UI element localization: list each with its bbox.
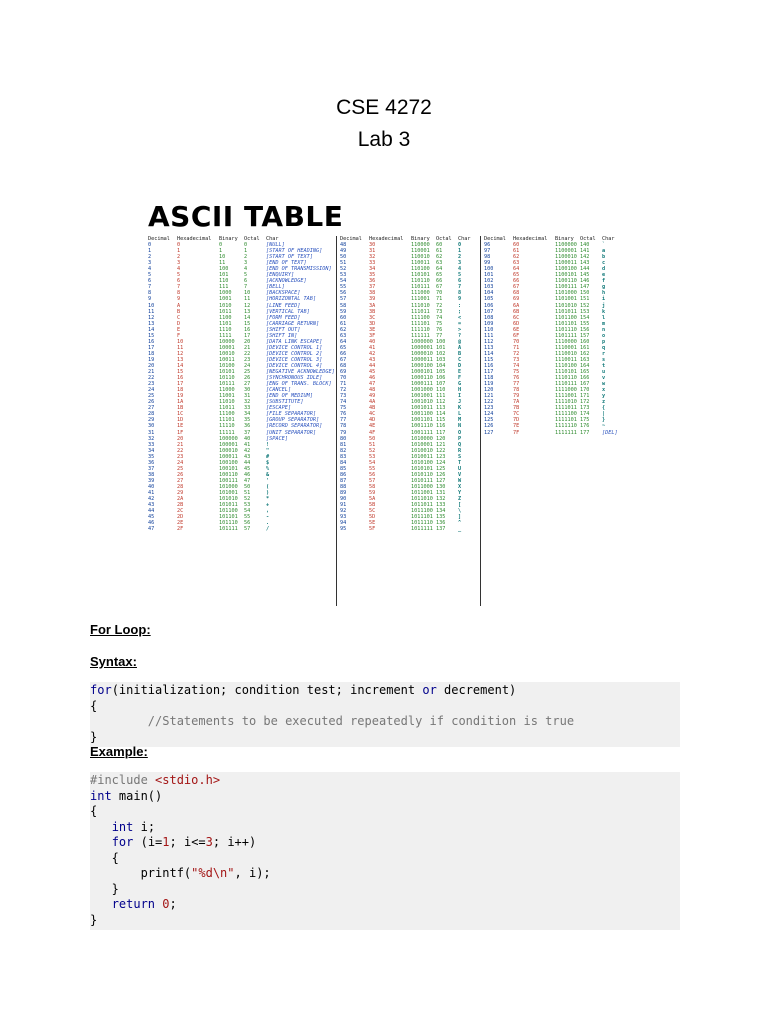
code-line: for (i=1; i<=3; i++): [111, 835, 257, 849]
syntax-heading: Syntax:: [90, 654, 137, 669]
code-line: }: [90, 881, 119, 896]
code-line: int i;: [111, 819, 156, 834]
code-line: //Statements to be executed repeatedly if condition is true: [90, 714, 575, 728]
code-line: return 0;: [111, 897, 177, 911]
example-code-block: [90, 772, 680, 930]
ascii-table-title: ASCII TABLE: [148, 200, 344, 233]
lab-title: Lab 3: [357, 128, 411, 151]
code-line: }: [90, 729, 98, 744]
code-line: printf("%d\n", i);: [90, 866, 271, 880]
code-line: {: [90, 804, 98, 818]
code-line: int main(): [90, 788, 163, 803]
code-line: #include <stdio.h>: [90, 773, 221, 787]
example-heading: Example:: [90, 744, 148, 759]
code-line: {: [90, 698, 98, 713]
course-title: CSE 4272: [336, 96, 432, 119]
column-divider: [336, 236, 337, 606]
for-loop-heading: For Loop:: [90, 622, 151, 637]
syntax-code-block: [90, 682, 680, 747]
code-line: }: [90, 912, 98, 927]
code-line: {: [90, 850, 119, 865]
code-line: for(initialization; condition test; increment or decrement): [90, 683, 517, 697]
column-divider: [480, 236, 481, 606]
